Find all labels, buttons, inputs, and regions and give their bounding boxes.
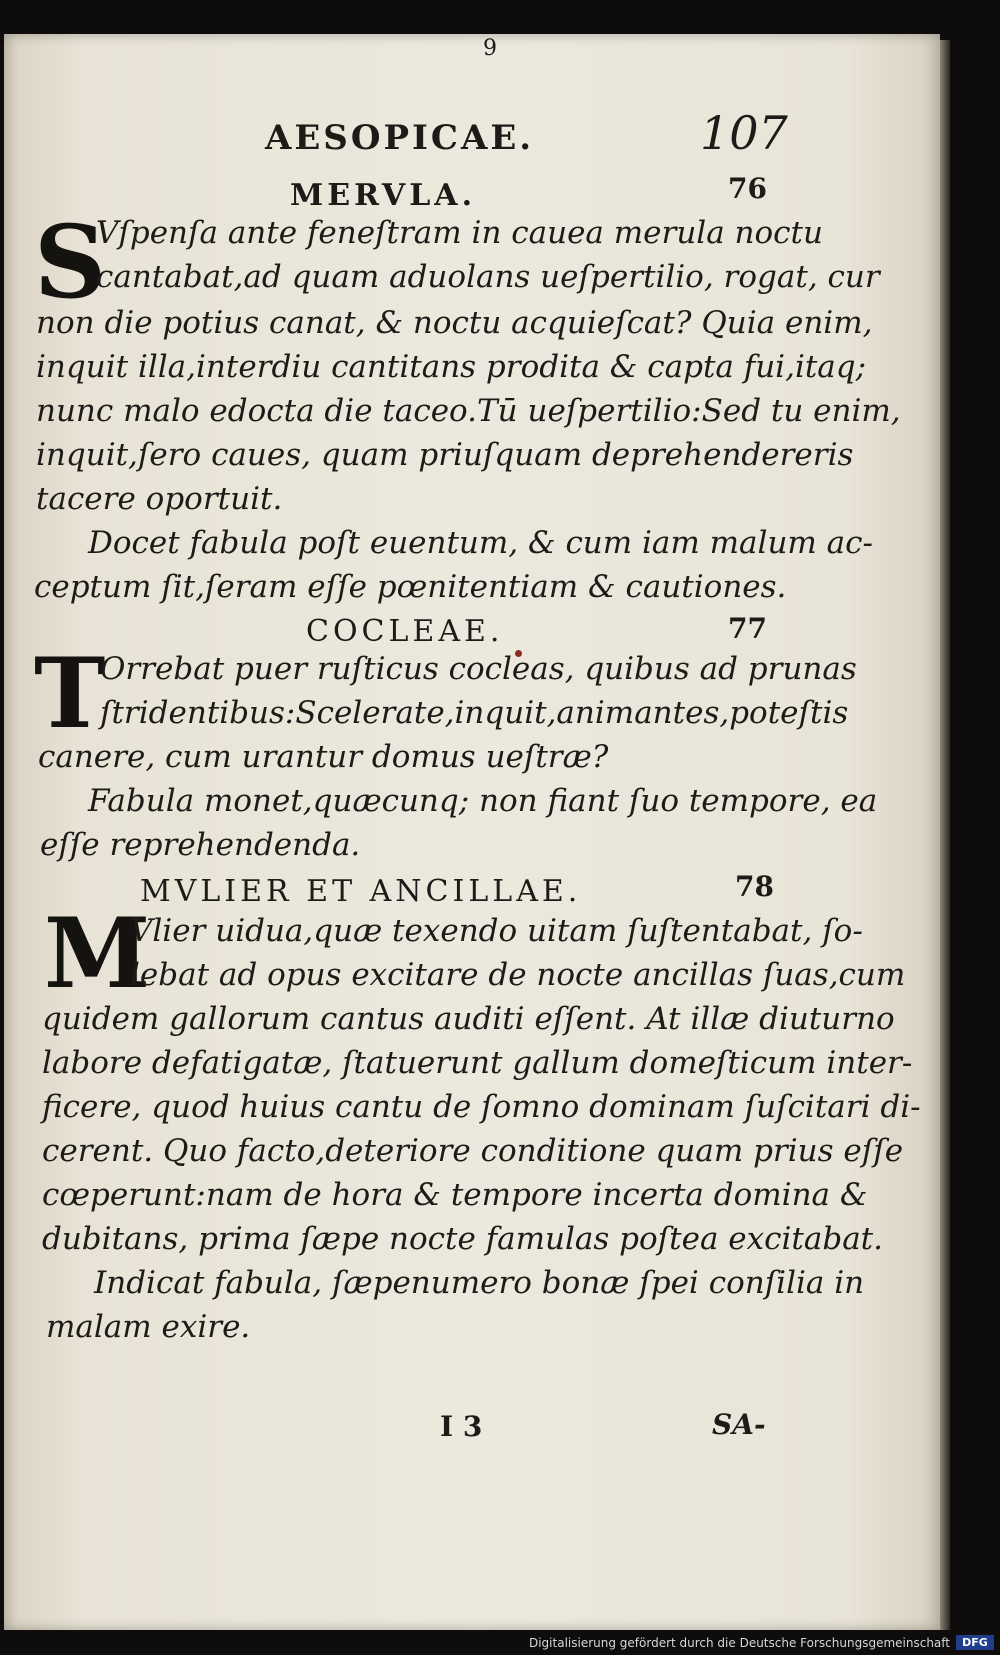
signature-mark: I 3 xyxy=(440,1410,483,1443)
fable-number: 76 xyxy=(728,172,767,205)
text-line: canere, cum urantur domus ueſtræ? xyxy=(38,739,609,775)
text-line: inquit illa,interdiu cantitans prodita & capta fui,itaq; xyxy=(36,349,867,385)
text-line: inquit,ſero caues, quam priuſquam deprehendereris xyxy=(36,437,854,473)
text-line: Orrebat puer ruſticus cocleas, quibus ad prunas xyxy=(100,651,857,687)
text-line: quidem gallorum cantus auditi eſſent. At illæ diuturno xyxy=(42,1001,895,1037)
fable-title: MERVLA. xyxy=(290,178,477,213)
moral-line: eſſe reprehendenda. xyxy=(40,827,361,863)
moral-line: malam exire. xyxy=(46,1309,251,1345)
text-line: lebat ad opus excitare de nocte ancillas ſuas,cum xyxy=(130,957,906,993)
text-line: labore defatigatæ, ſtatuerunt gallum domeſticum inter- xyxy=(42,1045,913,1081)
page-number: 107 xyxy=(700,106,788,160)
drop-capital: M xyxy=(44,897,151,1010)
text-line: Vſpenſa ante feneſtram in cauea merula noctu xyxy=(96,215,823,251)
moral-line: Docet fabula poſt euentum, & cum iam malum ac- xyxy=(88,525,873,561)
text-line: cœperunt:nam de hora & tempore incerta domina & xyxy=(42,1177,868,1213)
fable-title: MVLIER ET ANCILLAE. xyxy=(140,874,582,909)
moral-line: Fabula monet,quæcunq; non fiant ſuo tempore, ea xyxy=(88,783,878,819)
text-line: cerent. Quo facto,deteriore conditione quam prius eſſe xyxy=(42,1133,904,1169)
moral-line: ceptum ſit,ſeram eſſe pœnitentiam & cautiones. xyxy=(34,569,787,605)
dfg-logo: DFG xyxy=(956,1635,994,1650)
fable-number: 77 xyxy=(728,612,767,645)
text-line: ſtridentibus:Scelerate,inquit,animantes,poteſtis xyxy=(100,695,849,731)
top-mark: 9 xyxy=(483,36,497,61)
moral-line: Indicat fabula, ſæpenumero bonæ ſpei conſilia in xyxy=(94,1265,865,1301)
text-line: non die potius canat, & noctu acquieſcat? Quia enim, xyxy=(36,305,873,341)
text-line: dubitans, prima ſæpe nocte famulas poſtea excitabat. xyxy=(42,1221,883,1257)
fable-number: 78 xyxy=(735,870,774,903)
text-line: cantabat,ad quam aduolans ueſpertilio, rogat, cur xyxy=(96,259,880,295)
running-head: AESOPICAE. xyxy=(265,118,535,158)
text-line: ficere, quod huius cantu de ſomno dominam ſuſcitari di- xyxy=(42,1089,921,1125)
drop-capital: S xyxy=(34,203,107,321)
text-line: Vlier uidua,quæ texendo uitam ſuſtentabat, ſo- xyxy=(130,913,863,949)
catchword: SA- xyxy=(712,1408,766,1441)
text-line: nunc malo edocta die taceo.Tū ueſpertilio:Sed tu enim, xyxy=(36,393,901,429)
page-edge xyxy=(940,40,950,1630)
drop-capital: T xyxy=(34,637,106,750)
text-line: tacere oportuit. xyxy=(36,481,283,517)
fable-title: COCLEAE. xyxy=(306,614,504,649)
funding-credit: Digitalisierung gefördert durch die Deutsche Forschungsgemeinschaft xyxy=(528,1636,950,1650)
